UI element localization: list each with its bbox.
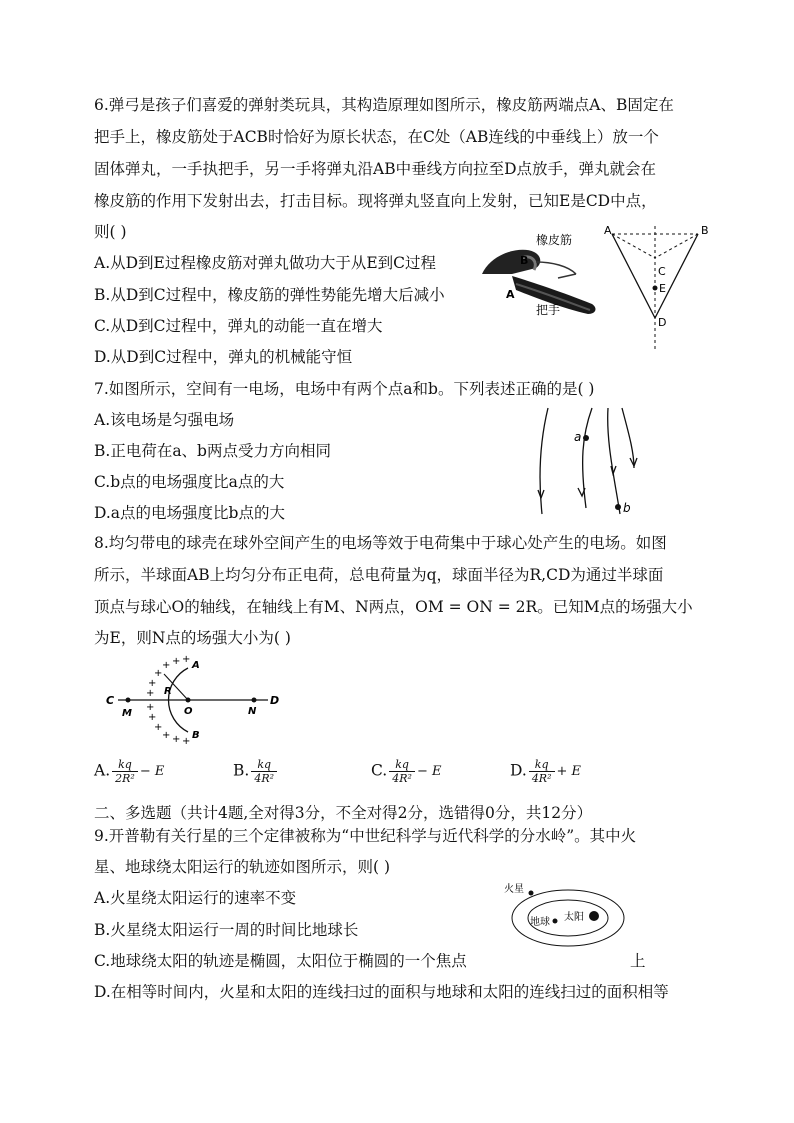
- field-line-3: [608, 408, 620, 514]
- field-line-2: [583, 408, 592, 508]
- q6-option-c[interactable]: C.从D到C过程中，弹丸的动能一直在增大: [94, 317, 383, 335]
- svg-text:+: +: [154, 668, 163, 679]
- sun-mark: [589, 911, 599, 921]
- label-c: C: [106, 694, 115, 707]
- svg-text:+: +: [172, 656, 181, 667]
- q8-option-a[interactable]: A. $\frac{kq}{\text{2R²}}$ − E: [94, 758, 165, 785]
- q9-option-b[interactable]: B.火星绕太阳运行一周的时间比地球长: [94, 921, 359, 939]
- svg-text:+: +: [172, 734, 181, 745]
- svg-text:+: +: [162, 730, 171, 741]
- q8-line-2: 所示，半球面AB上均匀分布正电荷，总电荷量为q，球面半径为R,CD为通过半球面: [94, 566, 664, 584]
- diagram-label-e: E: [659, 282, 666, 295]
- svg-text:+: +: [148, 678, 157, 689]
- photo-label-rubber: 橡皮筋: [536, 233, 573, 247]
- q6-option-b[interactable]: B.从D到C过程中，橡皮筋的弹性势能先增大后减小: [94, 286, 445, 304]
- svg-text:+: +: [182, 736, 191, 746]
- svg-text:+: +: [182, 654, 191, 665]
- label-o: O: [184, 706, 193, 717]
- q7-field-figure: [530, 406, 650, 518]
- label-b: B: [192, 730, 200, 741]
- q9-line-1: 9.开普勒有关行星的三个定律被称为“中世纪科学与近代科学的分水岭”。其中火: [94, 827, 637, 845]
- earth-mark: [553, 919, 558, 924]
- label-b: b: [623, 501, 631, 515]
- diagram-label-c: C: [658, 265, 666, 278]
- q7-option-c[interactable]: C.b点的电场强度比a点的大: [94, 473, 285, 491]
- photo-label-a: A: [506, 288, 515, 301]
- q8-line-3: 顶点与球心O的轴线，在轴线上有M、N两点，OM = ON = 2R。已知M点的场强大小: [94, 598, 693, 616]
- point-b: [615, 504, 621, 510]
- section-2-heading: 二、多选题（共计4题,全对得3分，不全对得2分，选错得0分，共12分）: [94, 804, 593, 822]
- mars-mark: [529, 891, 534, 896]
- q6-line-5: 则( ): [94, 223, 127, 241]
- svg-text:+: +: [162, 660, 171, 671]
- q8-option-c[interactable]: C. $\frac{kq}{\text{4R²}}$ − E: [371, 758, 442, 785]
- q7-stem: 7.如图所示，空间有一电场，电场中有两个点a和b。下列表述正确的是( ): [94, 380, 595, 398]
- slingshot-diagram: [604, 224, 709, 352]
- svg-text:+: +: [146, 688, 155, 699]
- q6-line-1: 6.弹弓是孩子们喜爱的弹射类玩具，其构造原理如图所示，橡皮筋两端点A、B固定在: [94, 96, 674, 114]
- slingshot-photo: [482, 232, 595, 317]
- q7-option-d[interactable]: D.a点的电场强度比b点的大: [94, 504, 285, 522]
- q6-line-3: 固体弹丸，一手执把手，另一手将弹丸沿AB中垂线方向拉至D点放手，弹丸就会在: [94, 160, 657, 178]
- svg-text:+: +: [146, 702, 155, 713]
- q9-option-c[interactable]: C.地球绕太阳的轨迹是椭圆，太阳位于椭圆的一个焦点: [94, 952, 467, 970]
- diagram-label-d: D: [658, 316, 667, 329]
- label-n: N: [248, 706, 257, 717]
- q6-line-4: 橡皮筋的作用下发射出去，打击目标。现将弹丸竖直向上发射，已知E是CD中点，: [94, 192, 657, 210]
- svg-text:+: +: [154, 722, 163, 733]
- q8-line-4: 为E，则N点的场强大小为( ): [94, 629, 291, 647]
- photo-label-handle: 把手: [536, 303, 561, 317]
- q8-option-b[interactable]: B. $\frac{kq}{\text{4R²}}$: [233, 758, 279, 785]
- q8-line-1: 8.均匀带电的球壳在球外空间产生的电场等效于电荷集中于球心处产生的电场。如图: [94, 534, 667, 552]
- q8-option-d[interactable]: D. $\frac{kq}{\text{4R²}}$ + E: [510, 758, 582, 785]
- q9-orbit-figure: [500, 876, 630, 952]
- q6-slingshot-figure: [472, 222, 718, 354]
- label-a: a: [574, 430, 582, 444]
- label-a: A: [192, 660, 200, 671]
- q7-option-b[interactable]: B.正电荷在a、b两点受力方向相同: [94, 442, 331, 460]
- q8-hemisphere-figure: [100, 654, 290, 746]
- diagram-label-a: A: [604, 224, 612, 237]
- photo-label-b: B: [520, 254, 529, 267]
- q7-option-a[interactable]: A.该电场是匀强电场: [94, 411, 235, 429]
- q9-line-2: 星、地球绕太阳运行的轨迹如图所示，则( ): [94, 858, 391, 876]
- label-d: D: [270, 694, 280, 707]
- q6-line-2: 把手上，橡皮筋处于ACB时恰好为原长状态，在C处（AB连线的中垂线上）放一个: [94, 128, 659, 146]
- q6-option-a[interactable]: A.从D到E过程橡皮筋对弹丸做功大于从E到C过程: [94, 254, 437, 272]
- stray-char: 上: [630, 952, 646, 970]
- label-mars: 火星: [504, 884, 524, 895]
- q9-option-d[interactable]: D.在相等时间内，火星和太阳的连线扫过的面积与地球和太阳的连线扫过的面积相等: [94, 983, 669, 1001]
- q6-option-d[interactable]: D.从D到C过程中，弹丸的机械能守恒: [94, 348, 353, 366]
- field-line-4: [622, 408, 634, 468]
- diagram-label-b: B: [701, 224, 709, 237]
- svg-text:+: +: [148, 712, 157, 723]
- label-r: R: [164, 686, 172, 697]
- label-sun: 太阳: [564, 912, 584, 923]
- point-a: [583, 435, 589, 441]
- label-earth: 地球: [530, 917, 550, 928]
- label-m: M: [122, 708, 132, 719]
- q9-option-a[interactable]: A.火星绕太阳运行的速率不变: [94, 889, 297, 907]
